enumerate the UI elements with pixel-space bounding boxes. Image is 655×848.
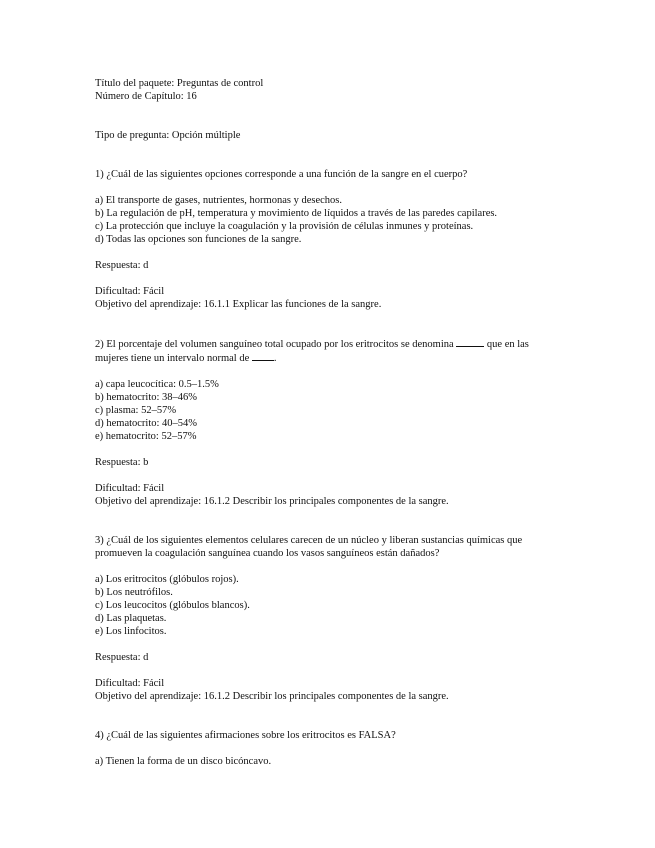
option-list: [95, 573, 595, 638]
option-d: d) hematocrito: 40–54%: [95, 418, 198, 429]
question-stem: 4) ¿Cuál de las siguientes afirmaciones sobre los eritrocitos es FALSA?: [95, 730, 396, 741]
question-stem-line-1: [95, 337, 595, 351]
question-stem: 1) ¿Cuál de las siguientes opciones corresponde a una función de la sangre en el cuerpo?: [95, 169, 468, 180]
stem-text: .: [273, 353, 277, 364]
question-1: [95, 168, 595, 311]
package-title: Título del paquete: Preguntas de control: [95, 78, 264, 89]
option-e: e) hematocrito: 52–57%: [95, 431, 197, 442]
question-stem-line-1: 3) ¿Cuál de los siguientes elementos celulares carecen de un núcleo y liberan sustancias químicas que: [95, 535, 523, 546]
document-page: [95, 77, 595, 768]
option-d: d) Las plaquetas.: [95, 613, 167, 624]
fill-blank: [252, 351, 274, 361]
option-d: d) Todas las opciones son funciones de la sangre.: [95, 234, 302, 245]
difficulty: Dificultad: Fácil: [95, 483, 165, 494]
option-a: a) Tienen la forma de un disco bicóncavo.: [95, 756, 272, 767]
option-a: a) Los eritrocitos (glóbulos rojos).: [95, 574, 239, 585]
difficulty: Dificultad: Fácil: [95, 678, 165, 689]
question-stem-line-2: promueven la coagulación sanguínea cuando los vasos sanguíneos están dañados?: [95, 548, 440, 559]
question-2: [95, 337, 595, 508]
option-list: [95, 755, 595, 768]
question-stem-line-2: [95, 351, 595, 365]
option-b: b) hematocrito: 38–46%: [95, 392, 198, 403]
answer: Respuesta: d: [95, 652, 149, 663]
stem-text: mujeres tiene un intervalo normal de: [95, 353, 250, 364]
option-c: c) plasma: 52–57%: [95, 405, 177, 416]
stem-text: 2) El porcentaje del volumen sanguíneo total ocupado por los eritrocitos se denomina: [95, 339, 454, 350]
learning-objective: Objetivo del aprendizaje: 16.1.2 Describir los principales componentes de la sangre.: [95, 691, 449, 702]
fill-blank: [456, 337, 484, 347]
question-3: [95, 534, 595, 703]
option-b: b) La regulación de pH, temperatura y movimiento de líquidos a través de las paredes capilares.: [95, 208, 498, 219]
question-type: Tipo de pregunta: Opción múltiple: [95, 130, 241, 141]
option-c: c) La protección que incluye la coagulación y la provisión de células inmunes y proteínas.: [95, 221, 474, 232]
option-a: a) capa leucocítica: 0.5–1.5%: [95, 379, 219, 390]
chapter-number: Número de Capítulo: 16: [95, 91, 197, 102]
option-b: b) Los neutrófilos.: [95, 587, 173, 598]
option-a: a) El transporte de gases, nutrientes, hormonas y desechos.: [95, 195, 342, 206]
answer: Respuesta: d: [95, 260, 149, 271]
option-list: [95, 378, 595, 443]
option-e: e) Los linfocitos.: [95, 626, 167, 637]
answer: Respuesta: b: [95, 457, 149, 468]
question-4: [95, 729, 595, 768]
option-list: [95, 194, 595, 246]
learning-objective: Objetivo del aprendizaje: 16.1.1 Explicar las funciones de la sangre.: [95, 299, 382, 310]
option-c: c) Los leucocitos (glóbulos blancos).: [95, 600, 250, 611]
learning-objective: Objetivo del aprendizaje: 16.1.2 Describir los principales componentes de la sangre.: [95, 496, 449, 507]
stem-text: que en las: [486, 339, 529, 350]
difficulty: Dificultad: Fácil: [95, 286, 165, 297]
